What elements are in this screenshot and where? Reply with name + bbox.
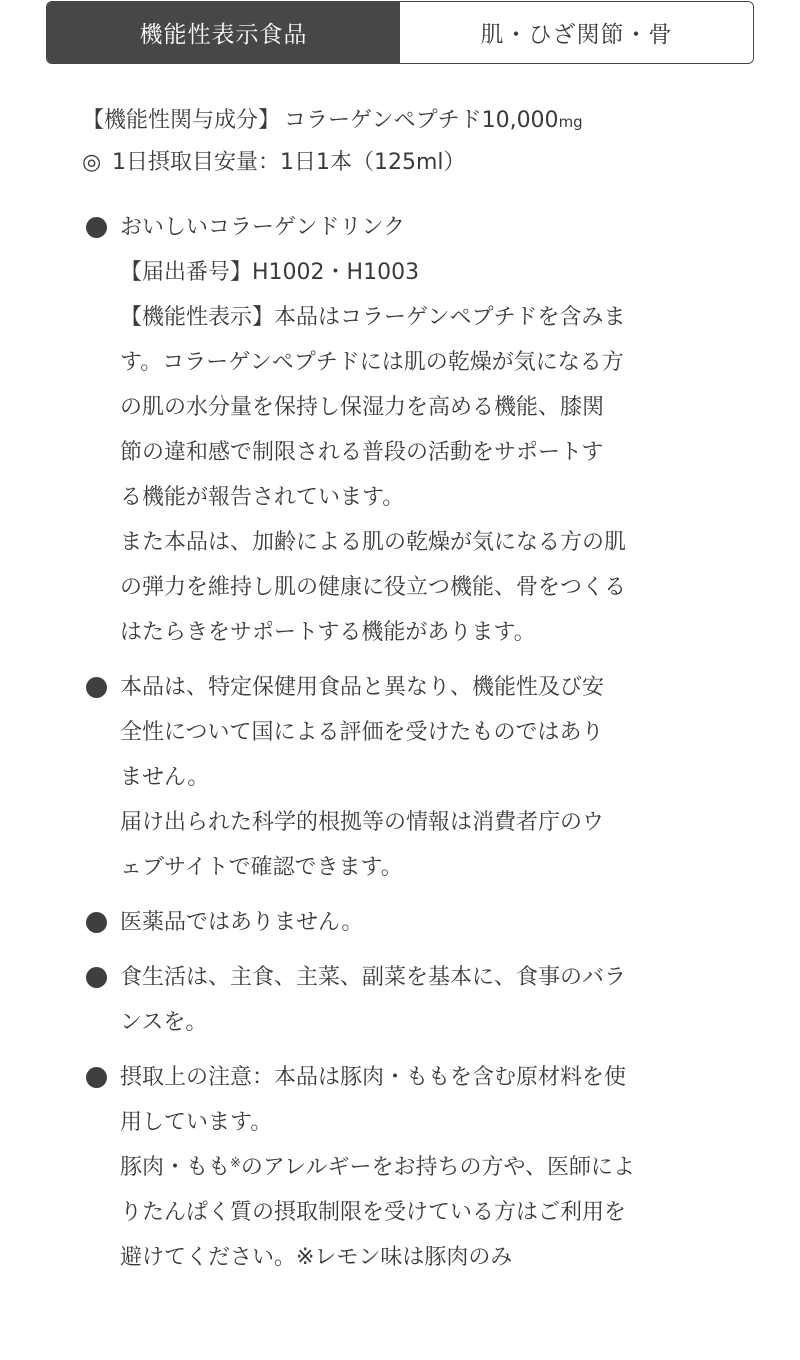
note-line: る機能が報告されています。 (120, 485, 405, 510)
tab-functional-food[interactable]: 機能性表示食品 (47, 2, 400, 63)
note-line: 届け出られた科学的根拠等の情報は消費者庁のウ (120, 810, 605, 835)
list-item (82, 1055, 702, 1280)
intake-text: 1日摂取目安量：1日1本（125ml） (112, 150, 466, 175)
note-line: 食生活は、主食、主菜、副菜を基本に、食事のバラ (120, 965, 627, 990)
ingredient-label: 【機能性関与成分】 (82, 108, 281, 133)
bullet-dot-icon (86, 1067, 107, 1088)
note-line: の肌の水分量を保持し保湿力を高める機能、膝関 (120, 395, 605, 420)
ingredient-value: コラーゲンペプチド10,000 (284, 108, 559, 133)
bullet-dot-icon (86, 217, 107, 238)
note-line: ェブサイトで確認できます。 (120, 855, 403, 880)
note-line: 摂取上の注意：本品は豚肉・ももを含む原材料を使 (120, 1065, 627, 1090)
note-line: はたらきをサポートする機能があります。 (120, 620, 536, 645)
note-line: の弾力を維持し肌の健康に役立つ機能、骨をつくる (120, 575, 627, 600)
category-tabs (46, 1, 754, 64)
note-line: 医薬品ではありません。 (120, 910, 364, 935)
note-line: 用しています。 (120, 1110, 273, 1135)
intake-line (82, 142, 742, 184)
note-line: ません。 (120, 765, 210, 790)
list-item (82, 900, 702, 945)
note-line: す。コラーゲンペプチドには肌の乾燥が気になる方 (120, 350, 624, 375)
product-spec (82, 100, 742, 184)
list-item (82, 205, 702, 655)
list-item (82, 955, 702, 1045)
footnote-mark: ※ (230, 1156, 241, 1171)
bullet-dot-icon (86, 677, 107, 698)
note-line: 節の違和感で制限される普段の活動をサポートす (120, 440, 604, 465)
note-line: 【機能性表示】本品はコラーゲンペプチドを含みま (120, 305, 626, 330)
note-line (120, 1145, 702, 1190)
ingredient-line (82, 100, 742, 142)
double-circle-icon: ◎ (82, 150, 102, 175)
note-line: りたんぱく質の摂取制限を受けている方はご利用を (120, 1200, 627, 1225)
note-line: ンスを。 (120, 1010, 208, 1035)
tab-skin-knee-bone[interactable]: 肌・ひざ関節・骨 (400, 2, 753, 63)
note-line: 全性について国による評価を受けたものではあり (120, 720, 604, 745)
bullet-dot-icon (86, 912, 107, 933)
notes-list (82, 205, 702, 1290)
note-line: 本品は、特定保健用食品と異なり、機能性及び安 (120, 675, 605, 700)
note-line: 【届出番号】H1002・H1003 (120, 260, 420, 285)
ingredient-unit: mg (558, 113, 583, 131)
note-line: また本品は、加齢による肌の乾燥が気になる方の肌 (120, 530, 627, 555)
note-line: おいしいコラーゲンドリンク (120, 215, 406, 240)
allergy-text-cont: のアレルギーをお持ちの方や、医師によ (240, 1155, 636, 1180)
note-line: 避けてください。※レモン味は豚肉のみ (120, 1245, 513, 1270)
allergy-text: 豚肉・もも (120, 1155, 231, 1180)
bullet-dot-icon (86, 967, 107, 988)
list-item (82, 665, 702, 890)
